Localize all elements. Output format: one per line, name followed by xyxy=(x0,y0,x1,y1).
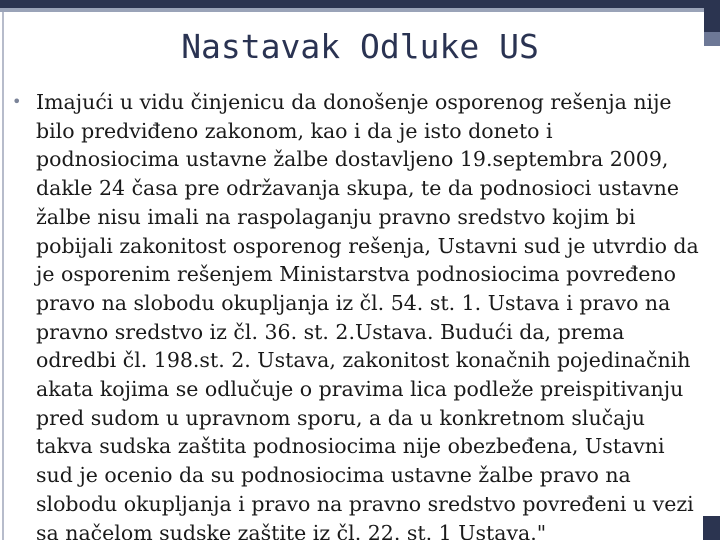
paragraph-line: pred sudom u upravnom sporu, a da u konkretnom slučaju xyxy=(36,405,645,430)
paragraph-line: slobodu okupljanja i pravo na pravno sredstvo povređeni u vezi xyxy=(36,491,694,516)
top-accent-stripe xyxy=(0,8,704,12)
paragraph-line: dakle 24 časa pre održavanja skupa, te da podnosioci ustavne xyxy=(36,176,679,201)
left-border-rule xyxy=(2,12,4,540)
slide-number-tab xyxy=(703,516,720,540)
paragraph-line: pobijali zakonitost osporenog rešenja, Ustavni sud je utvrdio da xyxy=(36,233,699,258)
paragraph-line: Imajući u vidu činjenicu da donošenje osporenog rešenja nije xyxy=(36,90,672,114)
paragraph-line: akata kojima se odlučuje o pravima lica podleže preispitivanju xyxy=(36,377,684,402)
paragraph-line: odredbi čl. 198.st. 2. Ustava, zakonitost konačnih pojedinačnih xyxy=(36,348,691,373)
paragraph-line: je osporenim rešenjem Ministarstva podnosiocima povređeno xyxy=(36,262,676,287)
paragraph-line: bilo predviđeno zakonom, kao i da je isto doneto i xyxy=(36,118,553,143)
paragraph-line: takva sudska zaštita podnosiocima nije obezbeđena, Ustavni xyxy=(36,434,665,459)
bullet-marker: • xyxy=(12,92,22,111)
paragraph-line: podnosiocima ustavne žalbe dostavljeno 19.septembra 2009, xyxy=(36,147,669,172)
paragraph-line: žalbe nisu imali na raspolaganju pravno sredstvo kojim bi xyxy=(36,204,636,229)
paragraph-line: sa načelom sudske zaštite iz čl. 22. st. 1 Ustava." xyxy=(36,520,547,540)
slide-title: Nastavak Odluke US xyxy=(181,27,539,66)
bullet-paragraph xyxy=(36,88,714,540)
top-accent-bar xyxy=(0,0,704,8)
bullet-list xyxy=(12,88,714,540)
paragraph-line: pravno sredstvo iz čl. 36. st. 2.Ustava. Budući da, prema xyxy=(36,319,625,344)
paragraph-line: sud je ocenio da su podnosiocima ustavne žalbe pravo na xyxy=(36,463,631,488)
paragraph-line: pravo na slobodu okupljanja iz čl. 54. st. 1. Ustava i pravo na xyxy=(36,290,671,315)
